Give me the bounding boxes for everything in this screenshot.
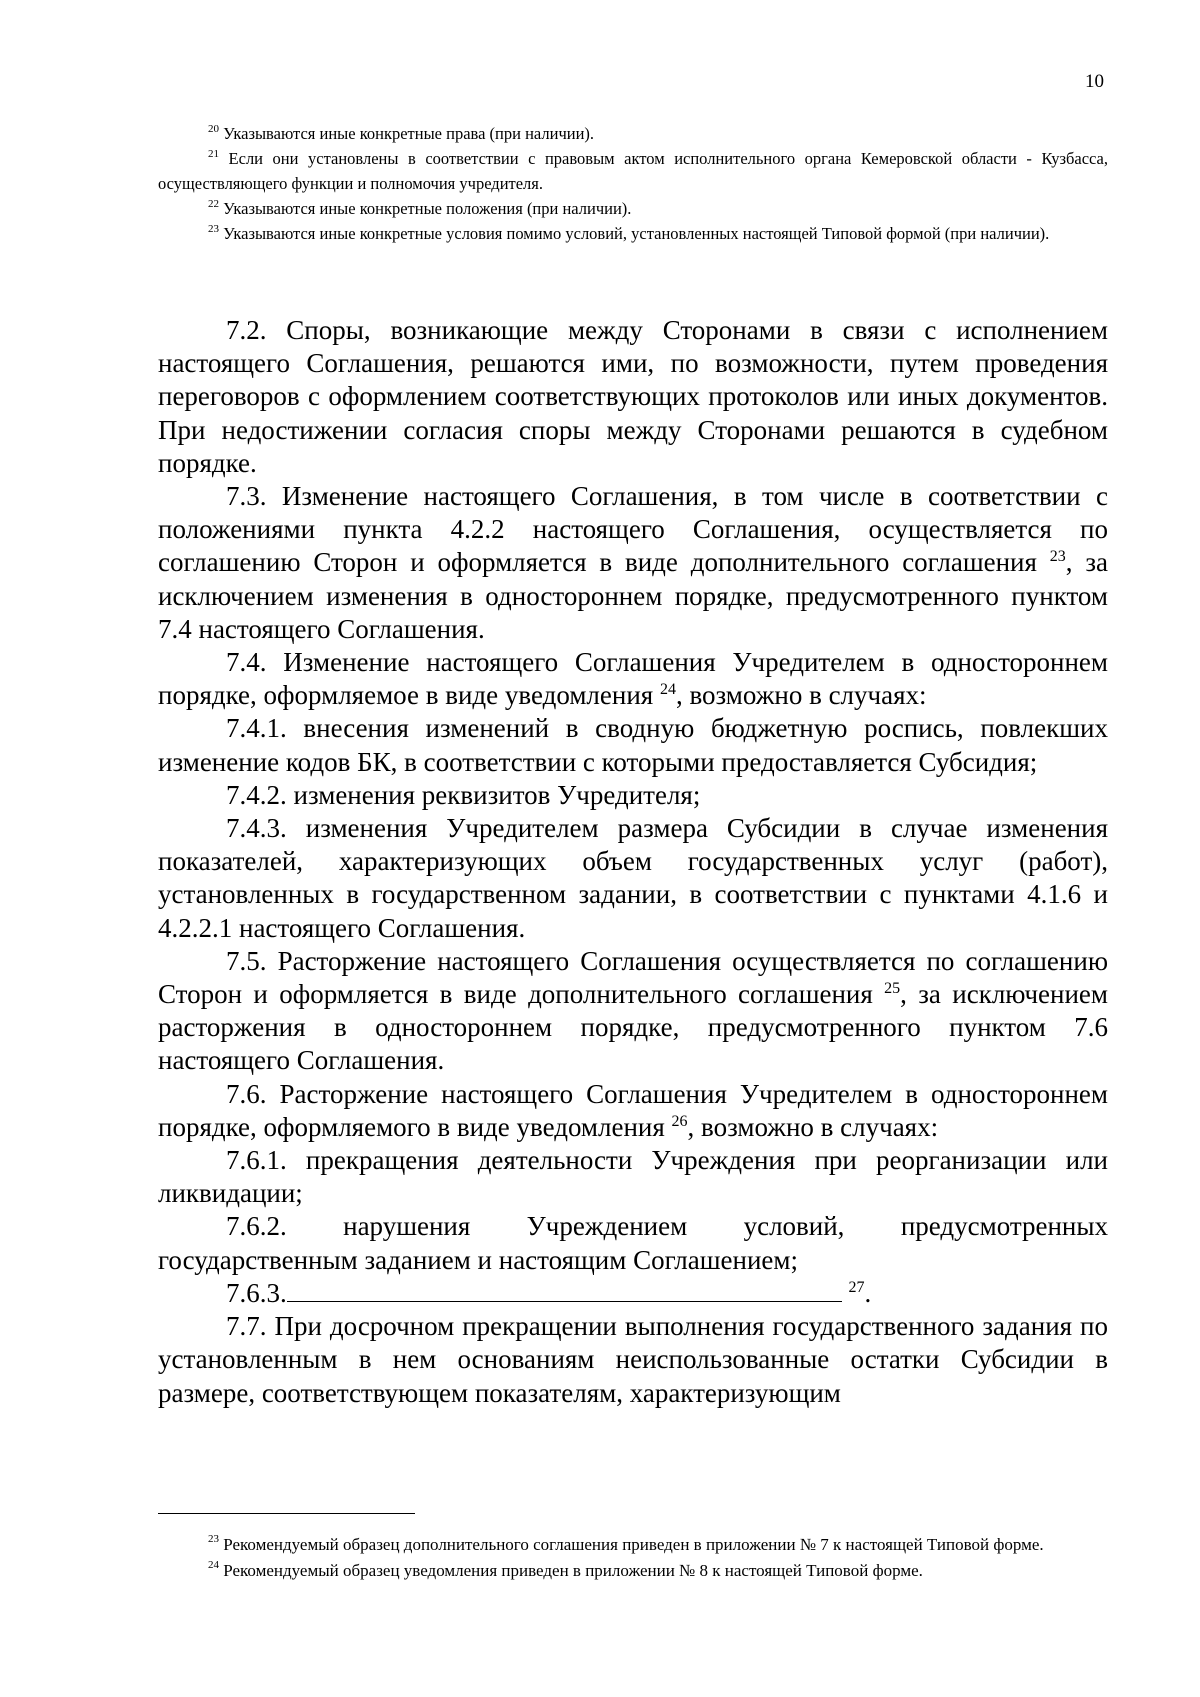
paragraph-7-5 <box>158 945 1108 1078</box>
paragraph-7-3-text-a: 7.3. Изменение настоящего Соглашения, в том числе в соответствии с положениями пункта 4.2.2 настоящего Соглашения, осуществляется по соглашению Сторон и оформляется в виде дополнительного соглашения <box>158 481 1108 578</box>
paragraph-7-4-text-b: , возможно в случаях: <box>675 680 927 711</box>
paragraph-7-6-2: 7.6.2. нарушения Учреждением условий, предусмотренных государственным заданием и настоящим Соглашением; <box>158 1211 1108 1275</box>
paragraph-7-6-text-b: , возможно в случаях: <box>687 1111 939 1142</box>
footnote-text: Рекомендуемый образец дополнительного соглашения приведен в приложении № 7 к настоящей Типовой форме. <box>219 1535 1044 1554</box>
paragraph-7-6 <box>158 1078 1108 1144</box>
paragraph-7-6-3-end: . <box>864 1277 872 1308</box>
footnote-ref-27: 27 <box>848 1278 865 1296</box>
paragraph-7-6-text-a: 7.6. Расторжение настоящего Соглашения Учредителем в одностороннем порядке, оформляемого в виде уведомления <box>158 1078 1108 1142</box>
note-20 <box>158 121 1108 146</box>
footnote-separator <box>158 1513 415 1514</box>
note-text: Указываются иные конкретные положения (при наличии). <box>219 199 632 218</box>
footnote-24 <box>158 1558 1108 1584</box>
page-number: 10 <box>1085 71 1104 92</box>
top-notes <box>158 121 1108 246</box>
footnote-mark: 24 <box>208 1559 219 1572</box>
note-23 <box>158 221 1108 246</box>
footnote-23 <box>158 1532 1108 1558</box>
paragraph-7-6-1: 7.6.1. прекращения деятельности Учреждения при реорганизации или ликвидации; <box>158 1145 1108 1209</box>
note-text: Если они установлены в соответствии с правовым актом исполнительного органа Кемеровской области - Кузбасса, осуществляющего функции и полномочия учредителя. <box>158 149 1108 193</box>
note-text: Указываются иные конкретные условия помимо условий, установленных настоящей Типовой формой (при наличии). <box>219 224 1050 243</box>
paragraph-7-2: 7.2. Споры, возникающие между Сторонами в связи с исполнением настоящего Соглашения, решаются ими, по возможности, путем проведения переговоров с оформлением соответствующих протоколов или иных документов. При недостижении согласия споры между Сторонами решаются в судебном порядке. <box>158 315 1108 478</box>
paragraph-7-6-3-number: 7.6.3. <box>226 1277 287 1308</box>
footnotes <box>158 1532 1108 1584</box>
paragraph-7-6-3 <box>158 1277 1108 1310</box>
note-text: Указываются иные конкретные права (при наличии). <box>219 124 595 143</box>
paragraph-7-5-text-b: , за исключением расторжения в одностороннем порядке, предусмотренного пунктом 7.6 настоящего Соглашения. <box>158 979 1108 1076</box>
footnote-ref-24: 24 <box>659 681 676 699</box>
paragraph-7-4-2: 7.4.2. изменения реквизитов Учредителя; <box>226 779 701 810</box>
paragraph-7-5-text-a: 7.5. Расторжение настоящего Соглашения осуществляется по соглашению Сторон и оформляется в виде дополнительного соглашения <box>158 945 1108 1010</box>
main-text <box>158 314 1108 1410</box>
fill-in-blank-line <box>287 1277 842 1302</box>
paragraph-7-4 <box>158 646 1108 712</box>
footnote-ref-23: 23 <box>1049 548 1066 566</box>
paragraph-7-3 <box>158 480 1108 646</box>
footnote-mark: 23 <box>208 1533 219 1546</box>
paragraph-7-4-1: 7.4.1. внесения изменений в сводную бюджетную роспись, повлекших изменение кодов БК, в соответствии с которыми предоставляется Субсидия; <box>158 713 1108 777</box>
footnote-text: Рекомендуемый образец уведомления приведен в приложении № 8 к настоящей Типовой форме. <box>219 1561 923 1580</box>
footnote-ref-25: 25 <box>884 980 901 998</box>
note-mark: 21 <box>208 147 219 160</box>
note-mark: 20 <box>208 122 219 135</box>
note-mark: 22 <box>208 197 219 210</box>
paragraph-7-4-3: 7.4.3. изменения Учредителем размера Субсидии в случае изменения показателей, характеризующих объем государственных услуг (работ), установленных в государственном задании, в соответствии с пунктами 4.1.6 и 4.2.2.1 настоящего Соглашения. <box>158 813 1108 943</box>
paragraph-7-3-text-b: , за исключением изменения в одностороннем порядке, предусмотренного пунктом 7.4 настоящего Соглашения. <box>158 547 1108 644</box>
note-22 <box>158 196 1108 221</box>
note-21 <box>158 146 1108 196</box>
note-mark: 23 <box>208 222 219 235</box>
paragraph-7-4-text-a: 7.4. Изменение настоящего Соглашения Учредителем в одностороннем порядке, оформляемое в виде уведомления <box>158 647 1108 711</box>
footnote-ref-26: 26 <box>671 1112 688 1130</box>
paragraph-7-7: 7.7. При досрочном прекращении выполнения государственного задания по установленным в нем основаниям неиспользованные остатки Субсидии в размере, соответствующем показателям, характеризующим <box>158 1311 1108 1408</box>
